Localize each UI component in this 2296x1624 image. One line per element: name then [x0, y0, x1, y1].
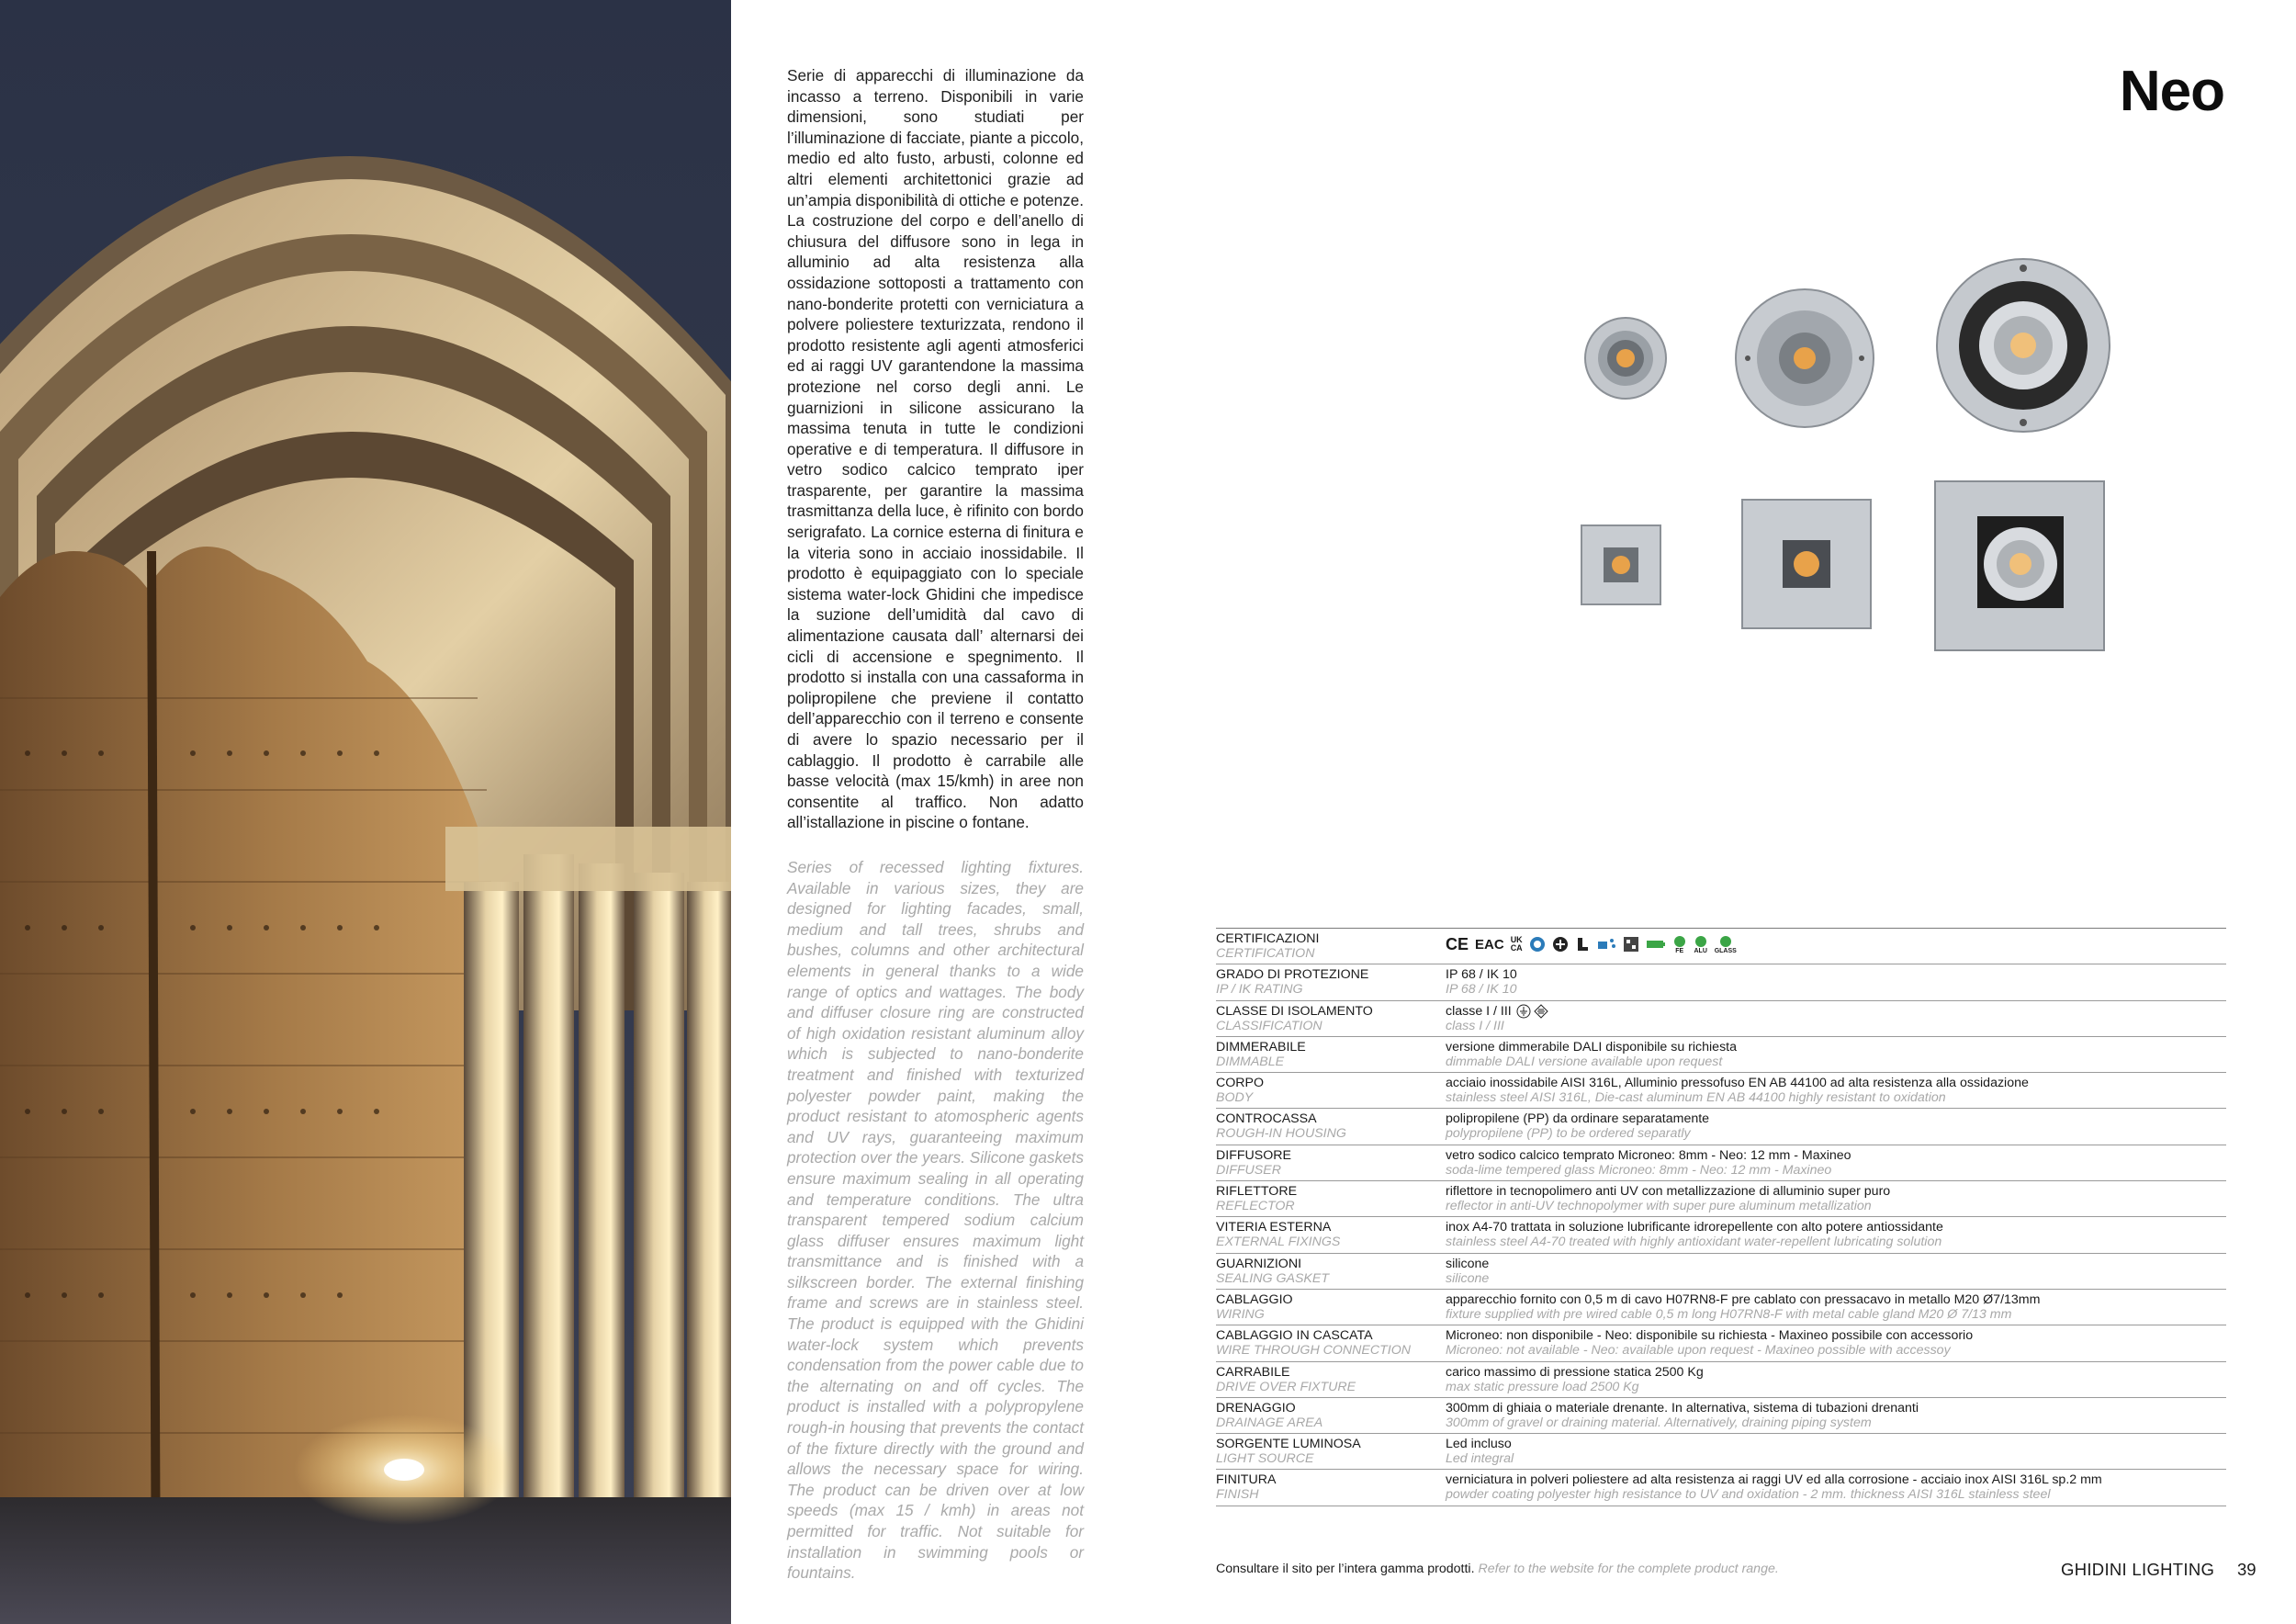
spec-value-en: stainless steel AISI 316L, Die-cast aluminum EN AB 44100 highly resistant to oxidation	[1446, 1090, 1946, 1106]
spec-value-en: Microneo: not available - Neo: available upon request - Maxineo possible with accessoy	[1446, 1343, 1951, 1359]
spec-row-finish	[1216, 1470, 2226, 1506]
spec-label: RIFLETTORE	[1216, 1184, 1298, 1200]
page-number: 39	[2237, 1560, 2257, 1579]
spec-value-en: max static pressure load 2500 Kg	[1446, 1379, 1639, 1394]
spec-row-external-fixings	[1216, 1217, 2226, 1253]
spec-value: versione dimmerabile DALI disponibile su richiesta	[1446, 1039, 1738, 1054]
spec-label-en: CERTIFICATION	[1216, 946, 1315, 961]
spec-value-en: fixture supplied with pre wired cable 0,5 m long H07RN8-F with metal cable gland M20 Ø 7/13 mm	[1446, 1306, 2012, 1322]
spec-label: CERTIFICAZIONI	[1216, 931, 1320, 946]
footer-note-english: Refer to the website for the complete product range.	[1478, 1562, 1779, 1576]
spec-row-reflector	[1216, 1181, 2226, 1217]
eac-mark-icon: EAC	[1475, 936, 1504, 953]
spec-label-en: IP / IK RATING	[1216, 982, 1303, 998]
no-entry-icon	[1552, 936, 1569, 953]
spec-value: classe I / III	[1446, 1003, 1512, 1019]
spec-value-en: 300mm of gravel or draining material. Alternatively, draining piping system	[1446, 1415, 1872, 1430]
spec-row-rough-in-housing	[1216, 1109, 2226, 1145]
spec-row-body	[1216, 1073, 2226, 1109]
description-english: Series of recessed lighting fixtures. Available in various sizes, they are designed for lighting facades, small, medium and tall trees, shrubs and bushes, columns and other architectural elements in general thanks to a wide range of optics and wattages. The body and diffuser closure ring are constructed of high oxidation resistant aluminum alloy which is subjected to nano-bonderite treatment and finished with texturized polyester powder paint, making the product resistant to atomospheric agents and UV rays, guaranteeing maximum protection over the years. Silicone gaskets ensure maximum sealing in all operating and temperature conditions. The ultra transparent tempered sodium calcium glass diffuser ensures maximum light transmittance and is finished with a silkscreen border. The external finishing frame and screws are in stainless steel. The product is equipped with the Ghidini water-lock system which prevents condensation from the power cable due to the alternating on and off cycles. The product is installed with a polypropylene rough-in housing that prevents the contact of the fixture directly with the ground and allows the necessary space for wiring. The product can be driven over at low speeds (max 15 / kmh) in areas not permitted for traffic. Not suitable for installation in swimming pools or fountains.	[787, 858, 1084, 1583]
spec-value: carico massimo di pressione statica 2500 Kg	[1446, 1364, 1704, 1380]
recycle-fe-icon: FE	[1672, 935, 1687, 954]
spec-label: GUARNIZIONI	[1216, 1256, 1302, 1271]
spec-label-en: WIRING	[1216, 1306, 1265, 1322]
ukca-mark-icon: UK CA	[1510, 935, 1523, 953]
spec-value-en: polypropilene (PP) to be ordered separatly	[1446, 1126, 1691, 1142]
spec-row-wiring	[1216, 1290, 2226, 1325]
spec-label: CLASSE DI ISOLAMENTO	[1216, 1003, 1373, 1019]
spec-value: silicone	[1446, 1256, 1490, 1271]
spec-value-en: dimmable DALI versione available upon request	[1446, 1054, 1723, 1069]
maxineo-square-fixture	[1933, 479, 2106, 652]
spec-label-en: WIRE THROUGH CONNECTION	[1216, 1343, 1412, 1359]
spec-label: CORPO	[1216, 1076, 1265, 1091]
product-title: Neo	[2119, 60, 2224, 123]
globe-cert-icon	[1529, 936, 1546, 953]
battery-icon	[1646, 939, 1666, 950]
spec-row-drive-over	[1216, 1362, 2226, 1398]
spec-label: SORGENTE LUMINOSA	[1216, 1437, 1361, 1452]
hero-photo-church-portal	[0, 0, 731, 1624]
spec-value-en: IP 68 / IK 10	[1446, 982, 1517, 998]
spec-label: CONTROCASSA	[1216, 1111, 1317, 1127]
spec-label: VITERIA ESTERNA	[1216, 1220, 1332, 1235]
maxineo-round-fixture	[1933, 255, 2113, 435]
spec-label-en: REFLECTOR	[1216, 1199, 1295, 1214]
spec-label: GRADO DI PROTEZIONE	[1216, 967, 1369, 983]
spec-label: DIMMERABILE	[1216, 1039, 1306, 1054]
microneo-square-fixture	[1580, 524, 1662, 606]
spec-label-en: DIMMABLE	[1216, 1054, 1285, 1069]
spec-value-en: Led integral	[1446, 1451, 1514, 1467]
spec-value-en: stainless steel A4-70 treated with highly antioxidant water-repellent lubricating solution	[1446, 1235, 1942, 1250]
spec-label-en: EXTERNAL FIXINGS	[1216, 1235, 1341, 1250]
technical-specifications-table	[1216, 928, 2226, 1506]
spec-value: verniciatura in polveri poliestere ad alta resistenza ai raggi UV ed alla corrosione - acciaio inox AISI 316L sp.2 mm	[1446, 1472, 2102, 1488]
spec-label-en: SEALING GASKET	[1216, 1270, 1329, 1286]
spec-value: polipropilene (PP) da ordinare separatamente	[1446, 1111, 1710, 1127]
spec-label: DIFFUSORE	[1216, 1147, 1291, 1163]
qr-icon	[1623, 936, 1639, 953]
safety-extra-low-voltage-icon	[1534, 1004, 1548, 1019]
certification-icons	[1446, 931, 2226, 957]
spec-value-en: reflector in anti-UV technopolymer with super pure aluminum metallization	[1446, 1199, 1872, 1214]
spec-row-ip-rating	[1216, 964, 2226, 1000]
spec-row-drainage	[1216, 1398, 2226, 1434]
spec-value-en: class I / III	[1446, 1018, 1504, 1033]
neo-round-fixture	[1731, 285, 1878, 432]
spec-value: IP 68 / IK 10	[1446, 967, 1517, 983]
microneo-round-fixture	[1580, 312, 1671, 404]
spec-value: apparecchio fornito con 0,5 m di cavo H07RN8-F pre cablato con pressacavo in metallo M20 Ø7/13mm	[1446, 1291, 2041, 1307]
spec-value: 300mm di ghiaia o materiale drenante. In alternativa, sistema di tubazioni drenanti	[1446, 1400, 1919, 1415]
spec-label-en: CLASSIFICATION	[1216, 1018, 1322, 1033]
spec-value-en: silicone	[1446, 1270, 1490, 1286]
spec-value-en: powder coating polyester high resistance to UV and oxidation - 2 mm. thickness AISI 316L stainless steel	[1446, 1487, 2051, 1503]
spec-value: riflettore in tecnopolimero anti UV con metallizzazione di alluminio super puro	[1446, 1184, 1891, 1200]
footer-note	[1216, 1562, 1779, 1576]
spec-label-en: FINISH	[1216, 1487, 1259, 1503]
recycle-alu-icon: ALU	[1694, 935, 1708, 954]
spec-value: Microneo: non disponibile - Neo: disponibile su richiesta - Maxineo possibile con accessorio	[1446, 1328, 1974, 1344]
spec-label: DRENAGGIO	[1216, 1400, 1296, 1415]
spec-row-classification	[1216, 1001, 2226, 1037]
spec-value-en: soda-lime tempered glass Microneo: 8mm - Neo: 12 mm - Maxineo	[1446, 1162, 1832, 1178]
spec-label: CARRABILE	[1216, 1364, 1290, 1380]
spec-label-en: BODY	[1216, 1090, 1254, 1106]
spec-label: FINITURA	[1216, 1472, 1277, 1488]
spec-value: vetro sodico calcico temprato Microneo: 8mm - Neo: 12 mm - Maxineo	[1446, 1147, 1851, 1163]
spec-row-diffuser	[1216, 1145, 2226, 1181]
product-variants-gallery	[1626, 257, 2232, 661]
spec-value: Led incluso	[1446, 1437, 1512, 1452]
enec-icon	[1575, 936, 1590, 953]
spec-row-light-source	[1216, 1434, 2226, 1470]
brand-name: GHIDINI LIGHTING	[2061, 1560, 2215, 1579]
neo-square-fixture	[1740, 498, 1873, 630]
spray-icon	[1596, 936, 1616, 953]
description-italian: Serie di apparecchi di illuminazione da incasso a terreno. Disponibili in varie dimensioni, sono studiati per l’illuminazione di facciate, piante a piccolo, medio ed alto fusto, arbusti, colonne ed altri elementi architettonici grazie ad un’ampia disponibilità di ottiche e potenze. La costruzione del corpo e dell’anello di chiusura del diffusore sono in lega in alluminio ad alta resistenza alla ossidazione sottoposti a trattamento con nano-bonderite protetti con verniciatura a polvere poliestere texturizzata, rendono il prodotto resistente agli agenti atmosferici ed ai raggi UV garantendone la massima protezione nel corso degli anni. Le guarnizioni in silicone assicurano la massima tenuta in tutte le condizioni operative e di temperatura. Il diffusore in vetro sodico calcico temprato iper trasparente, per garantire la massima trasmittanza della luce, è rifinito con bordo serigrafato. La cornice esterna di finitura e la viteria sono in acciaio inossidabile. Il prodotto è equipaggiato con lo speciale sistema water-lock Ghidini che impedisce la suzione dell’umidità dal cavo di alimentazione causata dall’ alternarsi dei cicli di accensione e spegnimento. Il prodotto si installa con una cassaforma in polipropilene che previene il contatto dell’apparecchio con il terreno e consente di avere lo spazio necessario per il cablaggio. Il prodotto è carrabile alle basse velocità (max 15/kmh) in aree non consentite al traffico. Non adatto all’istallazione in piscine o fontane.	[787, 66, 1084, 832]
spec-label-en: LIGHT SOURCE	[1216, 1451, 1314, 1467]
spec-label-en: DIFFUSER	[1216, 1162, 1281, 1178]
spec-label: CABLAGGIO IN CASCATA	[1216, 1328, 1373, 1344]
earth-ground-icon	[1516, 1004, 1531, 1019]
spec-row-sealing-gasket	[1216, 1254, 2226, 1290]
footer-note-italian: Consultare il sito per l’intera gamma prodotti.	[1216, 1562, 1475, 1576]
spec-label-en: ROUGH-IN HOUSING	[1216, 1126, 1346, 1142]
spec-value: inox A4-70 trattata in soluzione lubrificante idrorepellente con alto potere antiossidante	[1446, 1220, 1943, 1235]
spec-value: acciaio inossidabile AISI 316L, Alluminio pressofuso EN AB 44100 ad alta resistenza alla ossidazione	[1446, 1076, 2029, 1091]
spec-label-en: DRAINAGE AREA	[1216, 1415, 1323, 1430]
recycle-glass-icon: GLASS	[1715, 935, 1737, 954]
ce-mark-icon: CE	[1446, 934, 1469, 953]
spec-row-dimmable	[1216, 1037, 2226, 1073]
spec-row-certification	[1216, 929, 2226, 964]
spec-label-en: DRIVE OVER FIXTURE	[1216, 1379, 1356, 1394]
spec-label: CABLAGGIO	[1216, 1291, 1293, 1307]
spec-row-wire-through	[1216, 1325, 2226, 1361]
